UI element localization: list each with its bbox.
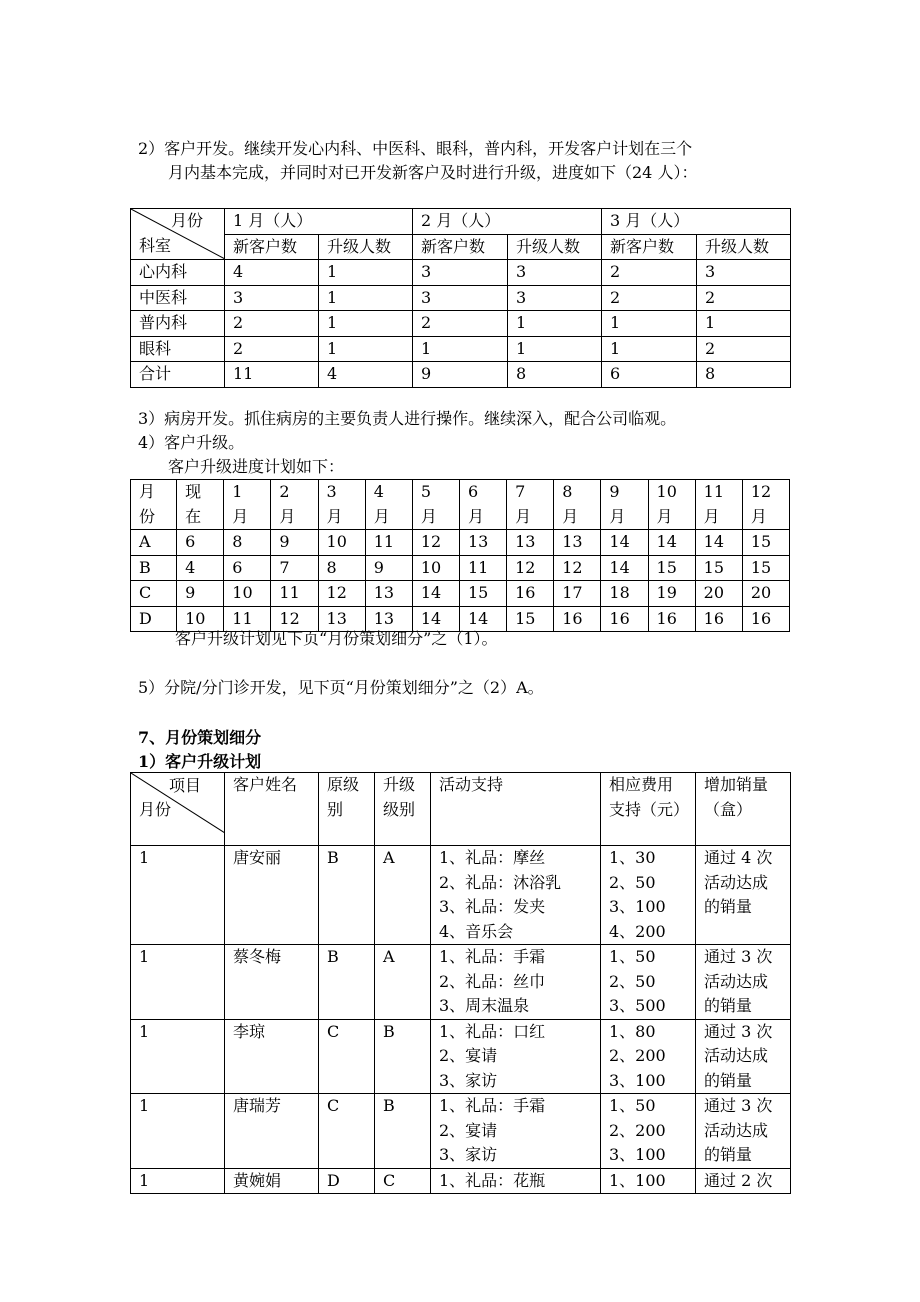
header-line: 5 (420, 482, 432, 501)
table-row (131, 581, 790, 607)
value-cell: 12 (271, 606, 318, 632)
value-cell: 3 (508, 260, 602, 286)
upgrade-level-cell: B (375, 1019, 431, 1094)
header-line: 2 (279, 482, 290, 501)
header-added-sales (696, 773, 791, 846)
activity-cell (431, 846, 601, 945)
value-cell: 16 (601, 606, 648, 632)
sales-cell (696, 1019, 791, 1094)
header-line: 月 (279, 506, 296, 526)
item-month-corner-cell (131, 773, 225, 846)
sales-cell (696, 945, 791, 1020)
month-header-cell (507, 480, 554, 530)
dept-name-cell: 眼科 (131, 336, 225, 362)
header-line: 月 (326, 506, 343, 526)
value-cell: 16 (742, 606, 789, 632)
original-level-cell: C (319, 1019, 375, 1094)
header-line: 升级 (383, 775, 416, 794)
cell-line: 活动达成 (704, 1120, 769, 1140)
cell-line: 3、家访 (439, 1145, 498, 1164)
table-row (131, 362, 791, 388)
customer-name-cell: 李琼 (225, 1019, 319, 1094)
corner-month-label: 月份 (139, 800, 172, 819)
cost-cell (601, 1168, 696, 1194)
header-customer-name: 客户姓名 (225, 773, 319, 846)
month-header: 3 月（人） (602, 209, 791, 235)
value-cell: 14 (695, 530, 742, 556)
cell-line: 1、50 (609, 1096, 656, 1115)
value-cell: 1 (602, 336, 697, 362)
value-cell: 18 (601, 581, 648, 607)
cell-line: 活动达成 (704, 872, 769, 892)
value-cell: 13 (554, 530, 601, 556)
dept-name-cell: 合计 (131, 362, 225, 388)
value-cell: 3 (413, 285, 508, 311)
sales-cell (696, 1168, 791, 1194)
header-line: 9 (609, 482, 620, 501)
header-line: 份 (139, 506, 156, 526)
month-header: 1 月（人） (225, 209, 413, 235)
section-title: 7、月份策划细分 (138, 728, 262, 747)
corner-item-label: 项目 (169, 776, 202, 795)
table-row (131, 1019, 791, 1094)
sub-header: 新客户数 (413, 234, 508, 260)
header-line: 现 (185, 482, 202, 501)
table-row (131, 555, 790, 581)
header-line: 月 (420, 506, 437, 526)
cell-line: 通过 3 次 (704, 947, 773, 966)
cell-line: 2、50 (609, 872, 656, 892)
header-line: 月 (656, 506, 673, 526)
cell-line: 活动达成 (704, 1046, 769, 1065)
para-customer-upgrade: 4）客户升级。 (138, 433, 245, 452)
activity-cell (431, 1094, 601, 1169)
header-line: 8 (562, 482, 573, 501)
value-cell: 15 (742, 555, 789, 581)
header-line: 别 (327, 799, 344, 819)
sub-header: 升级人数 (319, 234, 413, 260)
value-cell: 1 (508, 336, 602, 362)
activity-cell (431, 1168, 601, 1194)
level-label-cell: B (131, 555, 177, 581)
table-row (131, 530, 790, 556)
value-cell: 16 (507, 581, 554, 607)
header-line: 月 (515, 506, 532, 526)
value-cell: 13 (507, 530, 554, 556)
para-branch-dev: 5）分院/分门诊开发，见下页“月份策划细分”之（2）A。 (138, 678, 544, 697)
corner-dept-label: 科室 (139, 236, 172, 255)
cell-line: 1、80 (609, 1021, 656, 1041)
cell-line: 的销量 (704, 1145, 753, 1164)
value-cell: 15 (695, 555, 742, 581)
header-line: 月 (750, 506, 767, 526)
cell-line: 1、100 (609, 1170, 666, 1190)
value-cell: 20 (695, 581, 742, 607)
para-upgrade-plan-intro: 客户升级进度计划如下： (168, 457, 345, 476)
sub-header: 新客户数 (225, 234, 319, 260)
dept-name-cell: 中医科 (131, 285, 225, 311)
cell-line: 2、200 (609, 1120, 666, 1140)
value-cell: 16 (648, 606, 695, 632)
level-label-cell: C (131, 581, 177, 607)
value-cell: 14 (648, 530, 695, 556)
month-header-cell (365, 480, 412, 530)
table-row (131, 846, 791, 945)
value-cell: 15 (507, 606, 554, 632)
header-line: 12 (750, 482, 772, 501)
cell-line: 1、礼品：花瓶 (439, 1170, 546, 1190)
table-row (131, 1168, 791, 1194)
cell-line: 1、礼品：摩丝 (439, 848, 546, 867)
month-cell: 1 (131, 1094, 225, 1169)
customer-name-cell: 黄婉娟 (225, 1168, 319, 1194)
sub-header: 升级人数 (697, 234, 791, 260)
month-cell: 1 (131, 846, 225, 945)
value-cell: 9 (413, 362, 508, 388)
month-header-cell (131, 480, 177, 530)
value-cell: 1 (697, 311, 791, 337)
value-cell: 6 (177, 530, 224, 556)
value-cell: 10 (412, 555, 459, 581)
header-row (131, 480, 790, 530)
table-row (131, 285, 791, 311)
month-header-cell (177, 480, 224, 530)
value-cell: 14 (412, 581, 459, 607)
month-header-cell (412, 480, 459, 530)
table-row (131, 311, 791, 337)
original-level-cell: B (319, 945, 375, 1020)
value-cell: 2 (225, 311, 319, 337)
header-line: 月 (373, 506, 390, 526)
value-cell: 6 (602, 362, 697, 388)
value-cell: 10 (224, 581, 271, 607)
value-cell: 16 (695, 606, 742, 632)
sales-cell (696, 1094, 791, 1169)
value-cell: 12 (318, 581, 365, 607)
value-cell: 3 (508, 285, 602, 311)
value-cell: 3 (697, 260, 791, 286)
sub-header: 升级人数 (508, 234, 602, 260)
value-cell: 12 (554, 555, 601, 581)
value-cell: 4 (319, 362, 413, 388)
value-cell: 3 (413, 260, 508, 286)
original-level-cell: B (319, 846, 375, 945)
value-cell: 3 (225, 285, 319, 311)
value-cell: 10 (177, 606, 224, 632)
header-line: 原级 (327, 775, 360, 794)
cell-line: 2、宴请 (439, 1120, 498, 1140)
table-row (131, 336, 791, 362)
dept-dev-table (130, 208, 791, 388)
para-ward-dev: 3）病房开发。抓住病房的主要负责人进行操作。继续深入，配合公司临观。 (138, 409, 677, 428)
cell-line: 3、100 (609, 1145, 666, 1164)
value-cell: 11 (365, 530, 412, 556)
upgrade-progress-table (130, 479, 790, 632)
customer-upgrade-plan-table (130, 772, 791, 1194)
table-row (131, 1094, 791, 1169)
value-cell: 13 (318, 606, 365, 632)
value-cell: 1 (413, 336, 508, 362)
month-header-cell (742, 480, 789, 530)
header-line: 月 (703, 506, 720, 526)
sub-header: 新客户数 (602, 234, 697, 260)
header-activity-support: 活动支持 (431, 773, 601, 846)
note-upgrade-plan: 客户升级计划见下页“月份策划细分”之（1）。 (175, 629, 498, 648)
sales-cell (696, 846, 791, 945)
cell-line: 2、礼品：丝巾 (439, 971, 546, 991)
dept-name-cell: 心内科 (131, 260, 225, 286)
customer-name-cell: 唐安丽 (225, 846, 319, 945)
upgrade-level-cell: A (375, 846, 431, 945)
cell-line: 2、200 (609, 1046, 666, 1065)
header-line: 在 (185, 506, 202, 526)
value-cell: 16 (554, 606, 601, 632)
month-header-cell (459, 480, 506, 530)
cell-line: 1、礼品：手霜 (439, 947, 546, 966)
header-line: 7 (515, 482, 526, 501)
value-cell: 14 (601, 530, 648, 556)
header-original-level (319, 773, 375, 846)
header-line: 增加销量 (704, 775, 769, 794)
cost-cell (601, 945, 696, 1020)
value-cell: 1 (602, 311, 697, 337)
header-line: 11 (703, 482, 725, 501)
table-row (131, 945, 791, 1020)
value-cell: 1 (319, 311, 413, 337)
cell-line: 3、100 (609, 1070, 666, 1090)
cell-line: 活动达成 (704, 971, 769, 991)
value-cell: 14 (601, 555, 648, 581)
cell-line: 通过 3 次 (704, 1021, 773, 1041)
value-cell: 13 (365, 606, 412, 632)
value-cell: 9 (271, 530, 318, 556)
customer-name-cell: 蔡冬梅 (225, 945, 319, 1020)
cost-cell (601, 1019, 696, 1094)
month-header-cell (271, 480, 318, 530)
value-cell: 2 (413, 311, 508, 337)
cell-line: 3、500 (609, 996, 666, 1015)
cell-line: 的销量 (704, 1070, 753, 1090)
value-cell: 12 (507, 555, 554, 581)
value-cell: 4 (177, 555, 224, 581)
original-level-cell: C (319, 1094, 375, 1169)
header-line: 相应费用 (609, 775, 674, 794)
cell-line: 3、礼品：发夹 (439, 897, 546, 916)
value-cell: 19 (648, 581, 695, 607)
activity-cell (431, 945, 601, 1020)
value-cell: 2 (697, 336, 791, 362)
header-line: 1 (232, 482, 243, 501)
level-label-cell: D (131, 606, 177, 632)
value-cell: 15 (459, 581, 506, 607)
value-cell: 8 (318, 555, 365, 581)
cell-line: 4、200 (609, 921, 666, 941)
upgrade-level-cell: C (375, 1168, 431, 1194)
month-cell: 1 (131, 1168, 225, 1194)
value-cell: 15 (648, 555, 695, 581)
value-cell: 15 (742, 530, 789, 556)
header-line: 月 (139, 482, 156, 501)
month-header-cell (318, 480, 365, 530)
value-cell: 1 (319, 285, 413, 311)
original-level-cell: D (319, 1168, 375, 1194)
value-cell: 13 (365, 581, 412, 607)
header-line: （盒） (704, 799, 753, 819)
month-cell: 1 (131, 945, 225, 1020)
cell-line: 通过 3 次 (704, 1096, 773, 1115)
cell-line: 1、50 (609, 947, 656, 966)
cell-line: 1、礼品：口红 (439, 1021, 546, 1041)
dept-name-cell: 普内科 (131, 311, 225, 337)
cell-line: 通过 4 次 (704, 848, 773, 867)
value-cell: 1 (319, 260, 413, 286)
value-cell: 20 (742, 581, 789, 607)
cell-line: 3、100 (609, 897, 666, 916)
value-cell: 8 (224, 530, 271, 556)
month-header-cell (695, 480, 742, 530)
upgrade-level-cell: B (375, 1094, 431, 1169)
cell-line: 的销量 (704, 996, 753, 1015)
value-cell: 7 (271, 555, 318, 581)
value-cell: 2 (225, 336, 319, 362)
value-cell: 13 (459, 530, 506, 556)
value-cell: 11 (224, 606, 271, 632)
para-customer-dev-line2: 月内基本完成，并同时对已开发新客户及时进行升级，进度如下（24 人）： (168, 163, 698, 182)
header-line: 月 (467, 506, 484, 526)
value-cell: 14 (412, 606, 459, 632)
value-cell: 2 (602, 260, 697, 286)
cell-line: 1、30 (609, 848, 656, 867)
value-cell: 12 (412, 530, 459, 556)
value-cell: 2 (602, 285, 697, 311)
cell-line: 2、礼品：沐浴乳 (439, 872, 562, 892)
month-header: 2 月（人） (413, 209, 602, 235)
value-cell: 11 (271, 581, 318, 607)
header-cost-support (601, 773, 696, 846)
activity-cell (431, 1019, 601, 1094)
cell-line: 2、50 (609, 971, 656, 991)
value-cell: 17 (554, 581, 601, 607)
cell-line: 4、音乐会 (439, 921, 514, 941)
cell-line: 3、家访 (439, 1070, 498, 1090)
month-header-cell (601, 480, 648, 530)
value-cell: 1 (508, 311, 602, 337)
value-cell: 11 (225, 362, 319, 388)
cell-line: 1、礼品：手霜 (439, 1096, 546, 1115)
value-cell: 10 (318, 530, 365, 556)
cost-cell (601, 1094, 696, 1169)
value-cell: 1 (319, 336, 413, 362)
dept-month-corner-cell (131, 209, 225, 260)
value-cell: 6 (224, 555, 271, 581)
value-cell: 9 (177, 581, 224, 607)
corner-month-label: 月份 (171, 211, 204, 230)
value-cell: 4 (225, 260, 319, 286)
cell-line: 3、周末温泉 (439, 996, 530, 1015)
header-line: 10 (656, 482, 677, 501)
header-line: 3 (326, 482, 337, 501)
cost-cell (601, 846, 696, 945)
cell-line: 通过 2 次 (704, 1170, 773, 1190)
table-row (131, 260, 791, 286)
value-cell: 8 (697, 362, 791, 388)
cell-line: 2、宴请 (439, 1046, 498, 1065)
header-upgrade-level (375, 773, 431, 846)
header-line: 6 (467, 482, 479, 501)
value-cell: 9 (365, 555, 412, 581)
header-line: 月 (562, 506, 579, 526)
header-line: 月 (609, 506, 626, 526)
cell-line: 的销量 (704, 897, 753, 916)
level-label-cell: A (131, 530, 177, 556)
value-cell: 2 (697, 285, 791, 311)
value-cell: 8 (508, 362, 602, 388)
header-line: 支持（元） (609, 799, 690, 819)
para-customer-dev-line1: 2）客户开发。继续开发心内科、中医科、眼科，普内科，开发客户计划在三个 (138, 139, 693, 158)
customer-name-cell: 唐瑞芳 (225, 1094, 319, 1169)
value-cell: 14 (459, 606, 506, 632)
header-line: 4 (373, 482, 384, 501)
value-cell: 11 (459, 555, 506, 581)
month-header-cell (224, 480, 271, 530)
month-header-cell (648, 480, 695, 530)
month-cell: 1 (131, 1019, 225, 1094)
header-line: 级别 (383, 799, 416, 819)
upgrade-level-cell: A (375, 945, 431, 1020)
section-subtitle: 1）客户升级计划 (138, 752, 262, 771)
header-line: 月 (232, 506, 249, 526)
month-header-cell (554, 480, 601, 530)
